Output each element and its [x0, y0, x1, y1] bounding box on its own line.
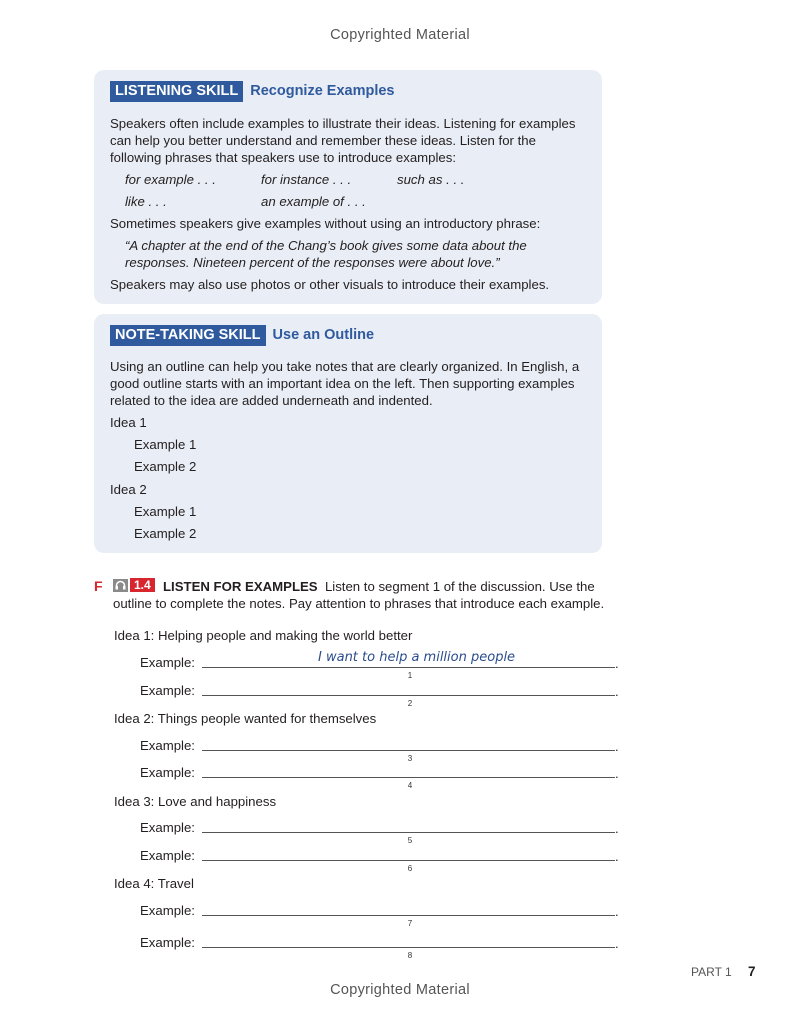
listening-skill-header	[110, 81, 395, 101]
answer-blank-7[interactable]	[202, 915, 615, 916]
quote-line: “A chapter at the end of the Chang’s book gives some data about the	[125, 238, 527, 253]
blank-number-7: 7	[407, 919, 413, 928]
note-taking-skill-title: Use an Outline	[272, 327, 375, 343]
example-label: Example:	[140, 738, 195, 753]
phrase-for-example: for example . . .	[125, 172, 216, 187]
period: .	[615, 936, 619, 951]
period: .	[615, 849, 619, 864]
text-line: good outline starts with an important idea on the left. Then supporting examples	[110, 376, 575, 391]
activity-heading: LISTEN FOR EXAMPLES	[163, 579, 318, 594]
activity-instructions-line-1	[163, 578, 595, 595]
part-label: PART 1	[691, 965, 732, 979]
blank-number-3: 3	[407, 754, 413, 763]
outline-example-2: Example 2	[134, 459, 197, 474]
answer-blank-6[interactable]	[202, 860, 615, 861]
listening-paragraph-3: Speakers may also use photos or other visuals to introduce their examples.	[110, 277, 550, 292]
idea-3-label: Idea 3: Love and happiness	[114, 794, 277, 809]
example-label: Example:	[140, 820, 195, 835]
audio-track-number[interactable]: 1.4	[130, 578, 155, 592]
blank-number-1: 1	[407, 671, 413, 680]
example-quote	[125, 237, 527, 271]
period: .	[615, 739, 619, 754]
phrase-an-example-of: an example of . . .	[261, 194, 366, 209]
headphones-icon[interactable]	[113, 579, 128, 592]
answer-blank-2[interactable]	[202, 695, 615, 696]
outline-example-1: Example 1	[134, 504, 197, 519]
activity-instructions-line-2: outline to complete the notes. Pay attention to phrases that introduce each example.	[113, 596, 605, 611]
outline-idea-2: Idea 2	[110, 482, 147, 497]
listening-skill-tag: LISTENING SKILL	[110, 81, 243, 102]
period: .	[615, 684, 619, 699]
note-taking-skill-header	[110, 325, 374, 345]
phrase-for-instance: for instance . . .	[261, 172, 352, 187]
note-taking-paragraph	[110, 358, 579, 409]
text-line: can help you better understand and remember these ideas. Listen for the	[110, 133, 536, 148]
example-label: Example:	[140, 683, 195, 698]
period: .	[615, 766, 619, 781]
example-label: Example:	[140, 655, 195, 670]
answer-blank-5[interactable]	[202, 832, 615, 833]
blank-number-5: 5	[407, 836, 413, 845]
copyright-top: Copyrighted Material	[330, 27, 470, 43]
answer-blank-3[interactable]	[202, 750, 615, 751]
period: .	[615, 656, 619, 671]
text-line: Using an outline can help you take notes that are clearly organized. In English, a	[110, 359, 580, 374]
activity-header	[113, 578, 155, 592]
instruction-text: Listen to segment 1 of the discussion. Use the	[324, 579, 595, 594]
blank-number-6: 6	[407, 864, 413, 873]
example-label: Example:	[140, 848, 195, 863]
idea-4-label: Idea 4: Travel	[114, 876, 194, 891]
outline-example-1: Example 1	[134, 437, 197, 452]
text-line: following phrases that speakers use to introduce examples:	[110, 150, 456, 165]
note-taking-skill-tag: NOTE-TAKING SKILL	[110, 325, 266, 346]
outline-idea-1: Idea 1	[110, 415, 147, 430]
note-taking-skill-box	[94, 314, 602, 553]
listening-paragraph-2: Sometimes speakers give examples without using an introductory phrase:	[110, 216, 541, 231]
idea-1-label: Idea 1: Helping people and making the world better	[114, 628, 413, 643]
answer-blank-8[interactable]	[202, 947, 615, 948]
phrase-like: like . . .	[125, 194, 167, 209]
answer-blank-4[interactable]	[202, 777, 615, 778]
copyright-bottom: Copyrighted Material	[330, 982, 470, 998]
period: .	[615, 821, 619, 836]
example-label: Example:	[140, 765, 195, 780]
listening-skill-title: Recognize Examples	[250, 83, 395, 99]
example-label: Example:	[140, 935, 195, 950]
blank-number-8: 8	[407, 951, 413, 960]
activity-letter: F	[94, 578, 103, 594]
handwritten-answer-1: I want to help a million people	[318, 650, 516, 665]
text-line: Speakers often include examples to illustrate their ideas. Listening for examples	[110, 116, 576, 131]
blank-number-4: 4	[407, 781, 413, 790]
quote-line: responses. Nineteen percent of the responses were about love.”	[125, 255, 500, 270]
example-label: Example:	[140, 903, 195, 918]
period: .	[615, 904, 619, 919]
listening-intro-paragraph	[110, 115, 575, 166]
idea-2-label: Idea 2: Things people wanted for themselves	[114, 711, 377, 726]
page-number: 7	[748, 964, 756, 979]
phrase-such-as: such as . . .	[397, 172, 465, 187]
listening-skill-box	[94, 70, 602, 304]
outline-example-2: Example 2	[134, 526, 197, 541]
text-line: related to the idea are added underneath and indented.	[110, 393, 433, 408]
answer-blank-1[interactable]	[202, 667, 615, 668]
blank-number-2: 2	[407, 699, 413, 708]
